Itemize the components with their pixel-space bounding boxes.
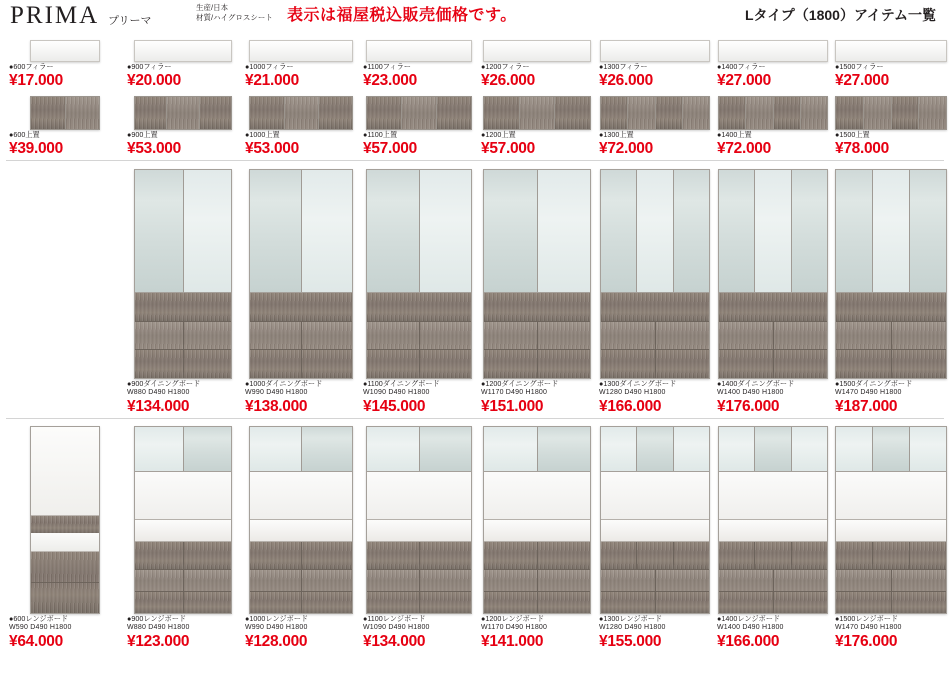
product-price: ¥27.000	[835, 72, 889, 89]
product-label: ●1000上置	[245, 130, 280, 139]
product-label: ●1200ダイニングボード	[481, 379, 559, 388]
product-price: ¥176.000	[717, 398, 780, 415]
product-label: ●1300ダイニングボード	[599, 379, 677, 388]
product-label: ●1100上置	[363, 130, 398, 139]
product-spec: W1090 D490 H1800	[363, 624, 430, 631]
product-label: ●900レンジボード	[127, 614, 187, 623]
product-price: ¥57.000	[363, 140, 417, 157]
product-spec: W1400 D490 H1800	[717, 624, 784, 631]
brand-logo: PRIMA	[10, 2, 100, 29]
product-image-upper-1400	[717, 90, 829, 130]
product-price: ¥26.000	[599, 72, 653, 89]
product-cell[interactable]	[832, 422, 950, 651]
product-price: ¥17.000	[9, 72, 63, 89]
product-spec: W880 D490 H1800	[127, 624, 190, 631]
product-image-filler-1300	[599, 32, 711, 62]
product-spec: W1090 D490 H1800	[363, 389, 430, 396]
product-cell[interactable]	[360, 32, 478, 90]
spec-block	[196, 3, 273, 23]
product-cell[interactable]	[6, 422, 124, 651]
product-label: ●900ダイニングボード	[127, 379, 201, 388]
product-label: ●1100レンジボード	[363, 614, 426, 623]
product-price: ¥20.000	[127, 72, 181, 89]
product-label: ●1500ダイニングボード	[835, 379, 913, 388]
product-image-upper-900	[127, 90, 239, 130]
product-label: ●1500レンジボード	[835, 614, 899, 623]
product-cell[interactable]	[714, 32, 832, 90]
product-spec: W1280 D490 H1800	[599, 624, 666, 631]
product-cell[interactable]	[596, 164, 714, 416]
page-header	[0, 0, 950, 32]
product-price: ¥23.000	[363, 72, 417, 89]
product-price: ¥39.000	[9, 140, 63, 157]
product-image-filler-600	[9, 32, 121, 62]
product-cell[interactable]	[478, 422, 596, 651]
product-image-dining-1300	[599, 164, 711, 379]
product-label: ●900フィラー	[127, 62, 172, 71]
product-image-upper-1100	[363, 90, 475, 130]
product-image-range-1500	[835, 422, 947, 614]
product-price: ¥26.000	[481, 72, 535, 89]
product-spec: W880 D490 H1800	[127, 389, 190, 396]
product-cell[interactable]	[478, 164, 596, 416]
product-cell[interactable]	[596, 90, 714, 158]
product-cell[interactable]	[242, 164, 360, 416]
product-label: ●1400ダイニングボード	[717, 379, 795, 388]
product-image-dining-1100	[363, 164, 475, 379]
product-image-range-900	[127, 422, 239, 614]
product-image-filler-1200	[481, 32, 593, 62]
product-image-range-600	[9, 422, 121, 614]
product-cell[interactable]	[124, 164, 242, 416]
product-spec: W1280 D490 H1800	[599, 389, 666, 396]
product-price: ¥141.000	[481, 633, 544, 650]
product-cell[interactable]	[124, 90, 242, 158]
product-cell[interactable]	[242, 422, 360, 651]
divider	[6, 160, 944, 161]
product-cell[interactable]	[242, 90, 360, 158]
tax-note: 表示は福屋税込販売価格です。	[287, 7, 517, 24]
product-image-range-1200	[481, 422, 593, 614]
product-cell[interactable]	[124, 422, 242, 651]
product-price: ¥128.000	[245, 633, 308, 650]
product-label: ●600フィラー	[9, 62, 54, 71]
product-image-filler-1100	[363, 32, 475, 62]
product-cell-empty	[6, 164, 124, 416]
product-image-range-1400	[717, 422, 829, 614]
product-label: ●1300上置	[599, 130, 634, 139]
product-image-upper-1200	[481, 90, 593, 130]
product-spec: W1170 D490 H1800	[481, 389, 548, 396]
product-cell[interactable]	[596, 422, 714, 651]
product-cell[interactable]	[6, 90, 124, 158]
product-spec: W1400 D490 H1800	[717, 389, 784, 396]
product-cell[interactable]	[714, 164, 832, 416]
product-label: ●600レンジボード	[9, 614, 69, 623]
product-cell[interactable]	[360, 90, 478, 158]
product-label: ●1000フィラー	[245, 62, 294, 71]
product-label: ●1500上置	[835, 130, 870, 139]
product-cell[interactable]	[832, 164, 950, 416]
product-price: ¥138.000	[245, 398, 308, 415]
product-price: ¥134.000	[127, 398, 190, 415]
product-spec: W990 D490 H1800	[245, 624, 308, 631]
product-cell[interactable]	[478, 90, 596, 158]
product-spec: W1170 D490 H1800	[481, 624, 548, 631]
product-image-range-1100	[363, 422, 475, 614]
divider	[6, 418, 944, 419]
product-image-upper-600	[9, 90, 121, 130]
product-label: ●1400上置	[717, 130, 752, 139]
product-label: ●900上置	[127, 130, 158, 139]
product-image-range-1000	[245, 422, 357, 614]
product-price: ¥187.000	[835, 398, 898, 415]
product-price: ¥151.000	[481, 398, 544, 415]
product-spec: W1470 D490 H1800	[835, 624, 902, 631]
page-title: Lタイプ（1800）アイテム一覧	[744, 7, 936, 23]
product-image-dining-1400	[717, 164, 829, 379]
product-label: ●1100フィラー	[363, 62, 411, 71]
spec-material: 材質/ハイグロスシート	[196, 13, 273, 22]
product-price: ¥53.000	[127, 140, 181, 157]
product-image-upper-1500	[835, 90, 947, 130]
product-cell[interactable]	[360, 422, 478, 651]
product-price: ¥78.000	[835, 140, 889, 157]
product-spec: W1470 D490 H1800	[835, 389, 902, 396]
product-price: ¥57.000	[481, 140, 535, 157]
product-price: ¥155.000	[599, 633, 662, 650]
product-label: ●1400フィラー	[717, 62, 766, 71]
product-image-range-1300	[599, 422, 711, 614]
product-label: ●600上置	[9, 130, 40, 139]
product-spec: W590 D490 H1800	[9, 624, 72, 631]
product-cell[interactable]	[242, 32, 360, 90]
product-price: ¥134.000	[363, 633, 426, 650]
product-cell[interactable]	[832, 32, 950, 90]
product-label: ●1400レンジボード	[717, 614, 781, 623]
product-spec: W990 D490 H1800	[245, 389, 308, 396]
product-label: ●1100ダイニングボード	[363, 379, 440, 388]
product-cell[interactable]	[714, 90, 832, 158]
product-price: ¥166.000	[717, 633, 780, 650]
product-image-upper-1300	[599, 90, 711, 130]
product-cell[interactable]	[596, 32, 714, 90]
product-price: ¥72.000	[717, 140, 771, 157]
row-dining-board	[0, 164, 950, 416]
product-label: ●1200レンジボード	[481, 614, 545, 623]
product-price: ¥64.000	[9, 633, 63, 650]
product-image-dining-1500	[835, 164, 947, 379]
row-upper	[0, 90, 950, 158]
product-price: ¥21.000	[245, 72, 299, 89]
product-image-dining-900	[127, 164, 239, 379]
product-price: ¥145.000	[363, 398, 426, 415]
product-label: ●1300フィラー	[599, 62, 648, 71]
product-cell[interactable]	[124, 32, 242, 90]
product-cell[interactable]	[6, 32, 124, 90]
product-label: ●1000レンジボード	[245, 614, 309, 623]
product-cell[interactable]	[714, 422, 832, 651]
product-label: ●1300レンジボード	[599, 614, 663, 623]
product-price: ¥176.000	[835, 633, 898, 650]
product-cell[interactable]	[832, 90, 950, 158]
product-image-filler-1400	[717, 32, 829, 62]
product-image-upper-1000	[245, 90, 357, 130]
product-price: ¥53.000	[245, 140, 299, 157]
product-image-dining-1000	[245, 164, 357, 379]
product-image-filler-1500	[835, 32, 947, 62]
spec-origin: 生産/日本	[196, 3, 229, 12]
product-price: ¥27.000	[717, 72, 771, 89]
row-filler	[0, 32, 950, 90]
product-price: ¥123.000	[127, 633, 190, 650]
product-price: ¥72.000	[599, 140, 653, 157]
product-cell[interactable]	[478, 32, 596, 90]
brand-kana: プリーマ	[108, 15, 152, 27]
product-label: ●1200フィラー	[481, 62, 530, 71]
product-price: ¥166.000	[599, 398, 662, 415]
row-range-board	[0, 422, 950, 651]
product-cell[interactable]	[360, 164, 478, 416]
product-label: ●1000ダイニングボード	[245, 379, 323, 388]
product-label: ●1500フィラー	[835, 62, 884, 71]
product-image-dining-1200	[481, 164, 593, 379]
product-image-filler-1000	[245, 32, 357, 62]
product-image-filler-900	[127, 32, 239, 62]
product-label: ●1200上置	[481, 130, 516, 139]
